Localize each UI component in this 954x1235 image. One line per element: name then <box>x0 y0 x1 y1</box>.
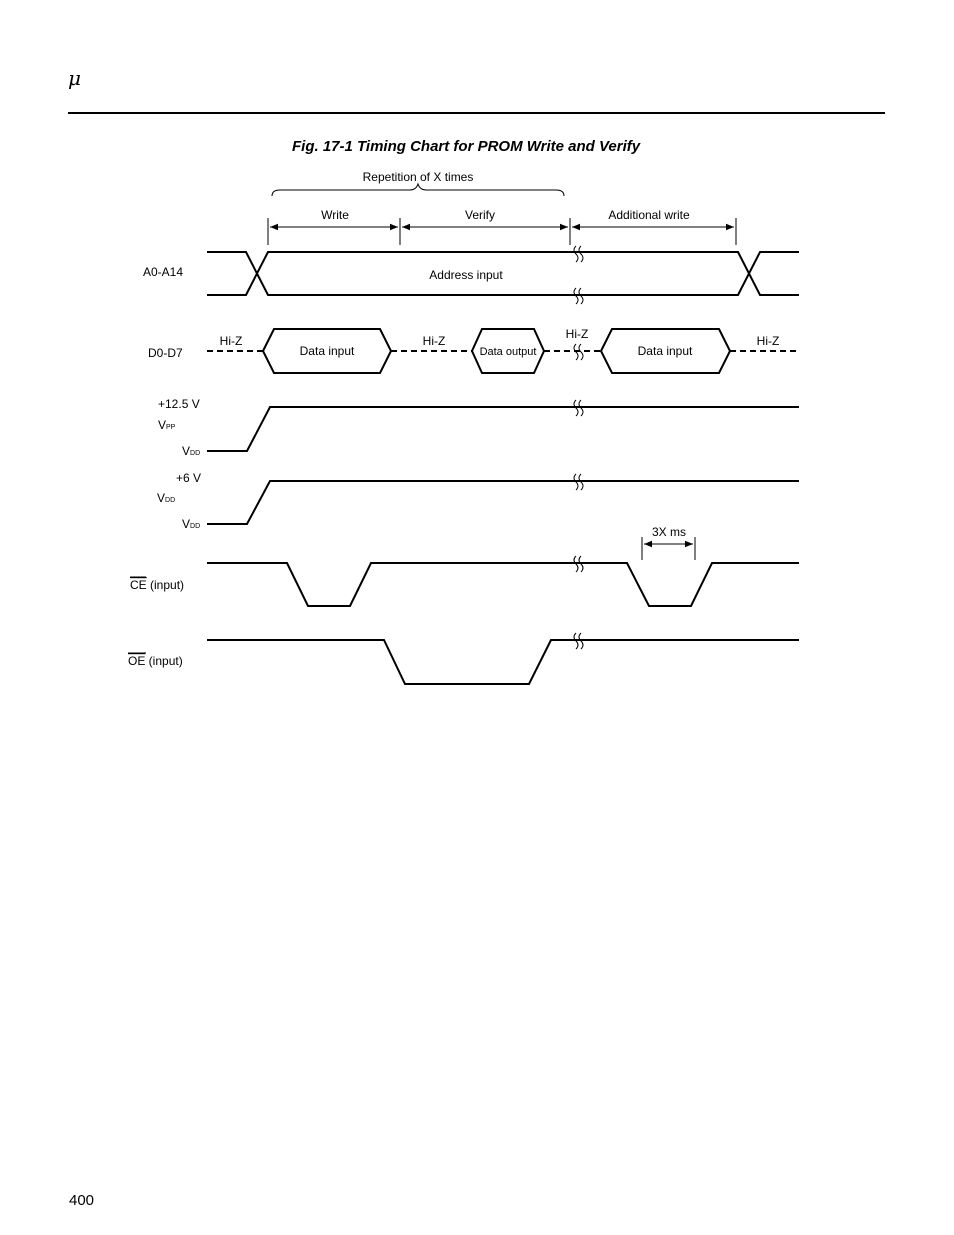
hiz-label: Hi-Z <box>756 334 780 348</box>
vpp-waveform <box>207 407 799 451</box>
vpp-low-sub: DD <box>190 450 201 457</box>
signal-label-data: D0-D7 <box>148 346 183 360</box>
signal-data <box>148 327 799 373</box>
signal-ce <box>130 525 799 606</box>
ce-name: CE <box>130 578 147 592</box>
phase-markers <box>268 208 736 245</box>
vdd-name-label <box>157 491 175 505</box>
address-waveform-lower <box>207 252 799 295</box>
vpp-low-main: V <box>182 444 191 458</box>
vpp-high-label: +12.5 V <box>158 397 200 411</box>
phase-additional-write-label: Additional write <box>608 208 690 222</box>
address-input-label: Address input <box>429 268 503 282</box>
pulse-width-label: 3X ms <box>651 525 687 539</box>
vdd-low-main: V <box>182 517 191 531</box>
repetition-label: Repetition of X times <box>362 170 474 184</box>
hiz-label: Hi-Z <box>422 334 446 348</box>
vdd-name-main: V <box>157 491 166 505</box>
data-input-label: Data input <box>299 344 355 358</box>
ce-suffix: (input) <box>146 578 185 592</box>
repetition-brace <box>272 170 564 196</box>
time-break-marks <box>574 246 583 649</box>
hiz-label: Hi-Z <box>565 327 589 341</box>
vdd-high-label: +6 V <box>176 471 202 485</box>
vdd-low-sub: DD <box>190 523 201 530</box>
oe-waveform <box>207 640 799 684</box>
address-waveform-upper <box>207 252 799 295</box>
oe-label <box>128 654 183 668</box>
header-mu-symbol: μ <box>68 66 81 90</box>
oe-name: OE <box>128 654 146 668</box>
data-input-label: Data input <box>637 344 693 358</box>
oe-suffix: (input) <box>145 654 183 668</box>
signal-vdd <box>157 471 799 531</box>
signal-label-address: A0-A14 <box>143 265 184 279</box>
signal-address <box>143 252 799 295</box>
vdd-name-sub: DD <box>165 497 176 504</box>
figure-title: Fig. 17-1 Timing Chart for PROM Write and Verify <box>292 138 641 155</box>
vdd-waveform <box>207 481 799 524</box>
time-break-icon <box>574 246 583 262</box>
page-number: 400 <box>69 1192 95 1209</box>
phase-write-label: Write <box>321 208 349 222</box>
vpp-low-label <box>182 444 200 458</box>
ce-label <box>130 578 184 592</box>
vdd-low-label <box>182 517 200 531</box>
vpp-name-label <box>158 418 176 432</box>
signal-oe <box>128 640 799 684</box>
signal-vpp <box>158 397 799 458</box>
data-output-label: Data output <box>479 346 537 358</box>
phase-verify-label: Verify <box>464 208 496 222</box>
vpp-name-sub: PP <box>166 424 176 431</box>
vpp-name-main: V <box>158 418 167 432</box>
hiz-label: Hi-Z <box>219 334 243 348</box>
ce-waveform <box>207 563 799 606</box>
